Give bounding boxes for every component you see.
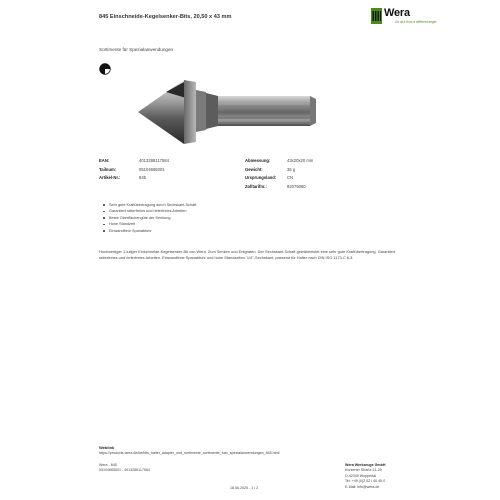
spec-row-customs-tariff [245,183,313,192]
footer-product-info [99,463,150,474]
feature-list [103,202,196,234]
spec-label: Tailnum: [99,166,117,172]
feature-item: Einwandfreie Spanabfuhr [103,228,196,234]
spec-value: 845 [139,175,146,181]
spec-label: EAN: [99,158,110,163]
wera-logo-mark-icon [371,8,382,24]
spec-label: Abmessung: [245,158,271,163]
spec-row-weight [245,166,313,175]
weblink-label: Weblink [99,445,115,450]
company-email: E-Mail: info@wera.de [345,484,380,489]
feature-item: Hohe Standzeit [103,221,196,227]
company-phone: Tel: +49 (0)2 02 / 40 45-0 [345,479,386,484]
spec-value: 4013288117584 [139,158,169,163]
product-title: 845 Einschneide-Kegelsenker-Bits, 20,50 x 43 mm [99,14,232,20]
spec-row-country-of-origin [245,174,313,183]
wera-logo-wordmark: Wera [384,7,410,19]
feature-item: Garantiert ratterfreies und rieferfreies Arbeiten [103,208,196,214]
spec-value: CN [287,175,294,181]
spec-row-ean [99,157,169,166]
feature-item: Beste Oberflächengüte der Senkung [103,215,196,221]
half-filled-circle-icon [99,63,111,75]
weblink-url[interactable]: https://products.wera.de/de/bits_halter_adapter_und_sortimente_sortimente_fuer_spezialanwendungen_845.html [99,451,280,455]
footer-product-codes: 05104665001 - 4013288117584 [99,468,150,473]
spec-label: Gewicht: [245,166,263,172]
spec-value: 43x20x20 mm [287,158,314,163]
footer-product-name: Wera - 845 [99,463,117,467]
wera-logo-slogan: Go at it from a different angle. [395,20,438,24]
spec-table-right [245,157,313,191]
feature-item: Sehr gute Kraftübertragung durch Sechskant-Schaft [103,202,196,208]
spec-value: 82075060 [287,183,306,189]
countersink-bit-image [136,70,320,148]
wera-logo [371,7,438,26]
company-name: Wera Werkzeuge GmbH [345,463,386,467]
spec-table-left [99,157,169,183]
spec-label: Ursprungsland: [245,175,277,181]
spec-label: Zolltarifnr.: [245,183,267,189]
product-description: Hochwertiger 1-lutiger Einschneide-Kegelsenker-Bit von Wera. Zum Senken und Entgraten. Der Sechskant-Schaft gewährleistet eine sehr gute Kraftübertragung. Garantiert ratterfreies und rieferfreies Arbeiten. Einwandfreie Spanabfuhr und hohe Standzeiten. 1/4"-Sechskant, passend für Halter nach DIN ISO 1173-C 6,3. [99,249,395,260]
spec-row-article-number [99,174,169,183]
spec-label: Artikel-Nr.: [99,175,121,181]
spec-value: 05104665001 [139,166,165,172]
footer-date-page: 18.06.2025 - 1 / 2 [230,486,259,490]
spec-value: 36 g [287,166,296,172]
company-city: D-42349 Wuppertal [345,473,377,478]
company-street: Korzerter Straße 21-25 [345,468,382,473]
footer-company-address [345,463,405,490]
product-category: Sortimente für Spezialanwendungen [99,47,174,52]
spec-row-dimensions [245,157,313,166]
spec-row-tailnum [99,166,169,175]
